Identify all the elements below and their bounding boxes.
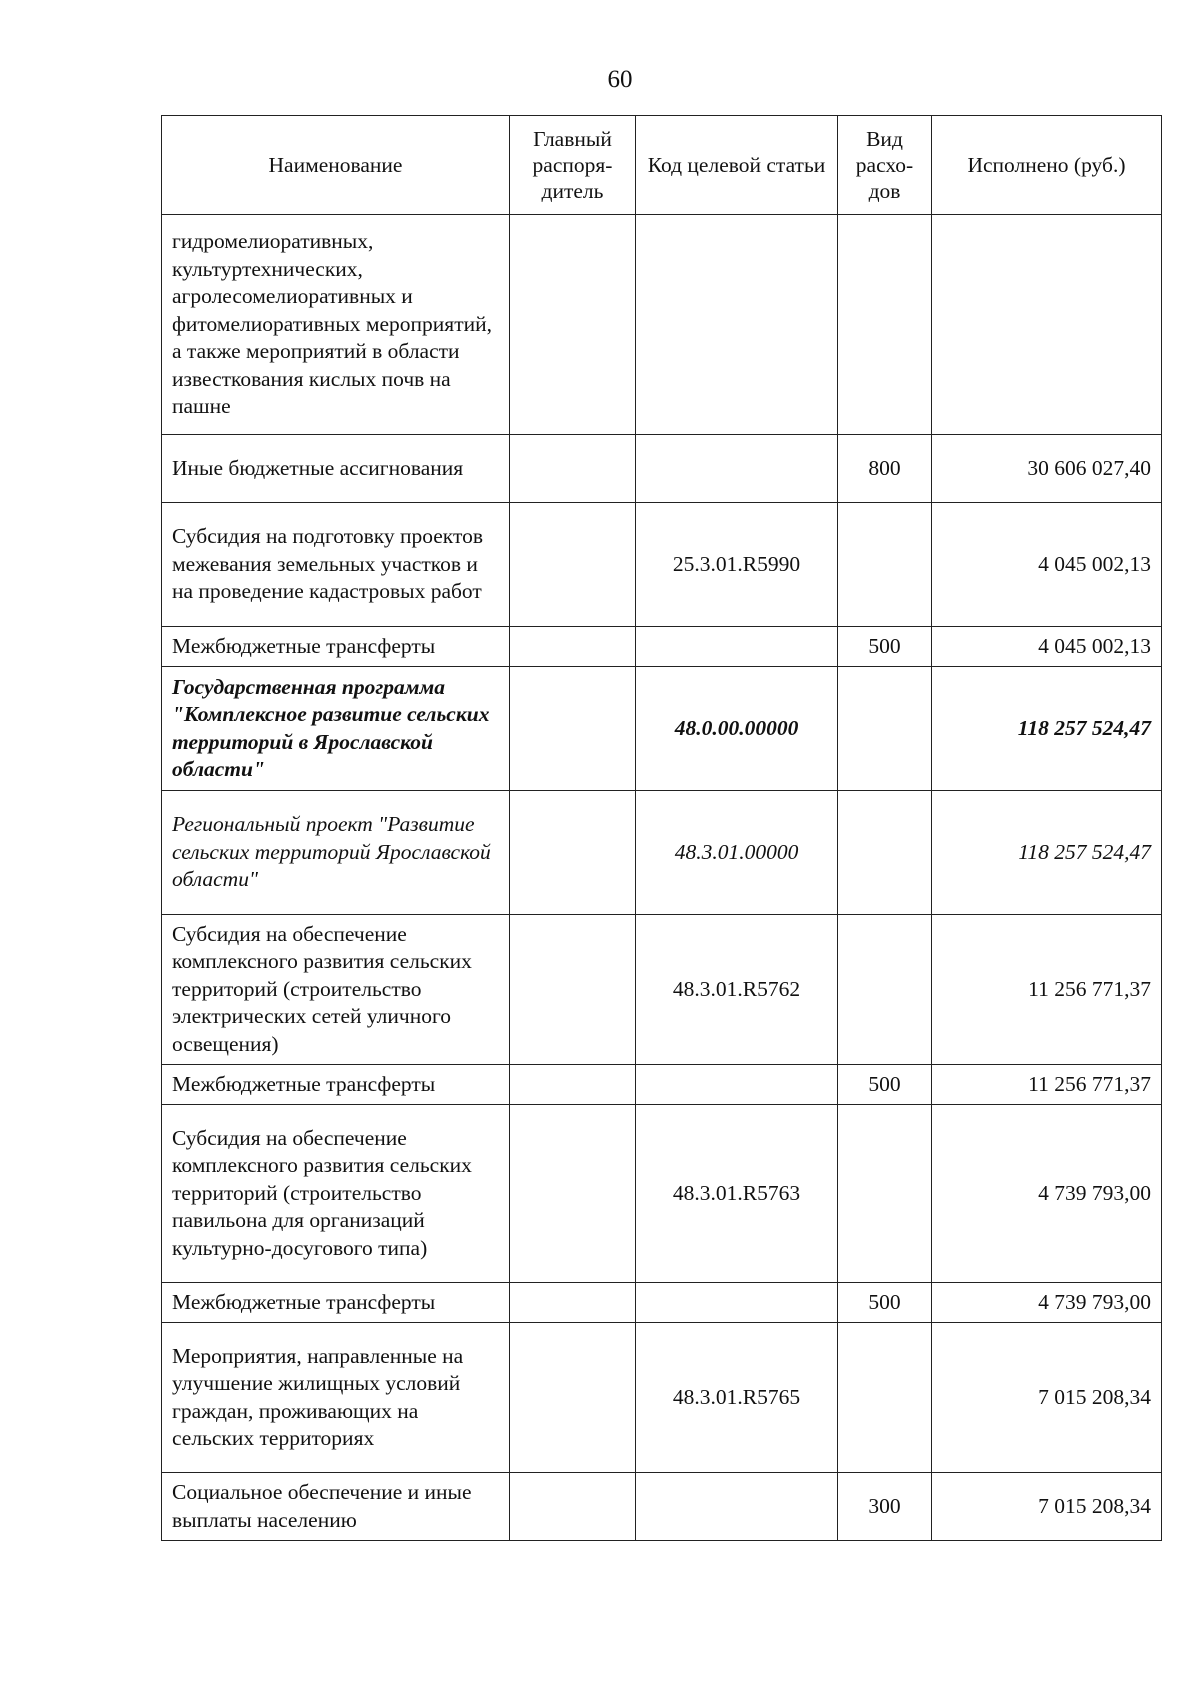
row-name: Межбюджетные трансферты <box>162 1283 510 1323</box>
row-code <box>636 215 838 435</box>
row-code: 48.3.01.R5763 <box>636 1105 838 1283</box>
table-row <box>162 627 1162 667</box>
row-sum: 4 739 793,00 <box>932 1283 1162 1323</box>
table-row <box>162 791 1162 915</box>
row-admin <box>510 435 636 503</box>
row-code: 48.3.01.R5762 <box>636 915 838 1065</box>
page-number: 60 <box>607 66 633 93</box>
row-code: 48.0.00.00000 <box>636 667 838 791</box>
table-row <box>162 1105 1162 1283</box>
row-sum: 11 256 771,37 <box>932 1065 1162 1105</box>
row-type <box>838 791 932 915</box>
row-code: 48.3.01.R5765 <box>636 1323 838 1473</box>
row-admin <box>510 1105 636 1283</box>
row-code <box>636 435 838 503</box>
row-type <box>838 503 932 627</box>
row-name: Иные бюджетные ассигнования <box>162 435 510 503</box>
table-row <box>162 1473 1162 1541</box>
row-name: Региональный проект "Развитие сельских территорий Ярославской области" <box>162 791 510 915</box>
row-admin <box>510 215 636 435</box>
table-row <box>162 1065 1162 1105</box>
row-name: Субсидия на подготовку проектов межевания земельных участков и на проведение кадастровых работ <box>162 503 510 627</box>
row-name: Государственная программа "Комплексное развитие сельских территорий в Ярославской области" <box>162 667 510 791</box>
header-name: Наименование <box>162 116 510 215</box>
table-row <box>162 915 1162 1065</box>
header-code: Код целевой статьи <box>636 116 838 215</box>
budget-table <box>161 115 1162 1541</box>
row-admin <box>510 915 636 1065</box>
row-type: 500 <box>838 1283 932 1323</box>
header-admin: Главный распоря-дитель <box>510 116 636 215</box>
row-admin <box>510 1065 636 1105</box>
row-sum: 30 606 027,40 <box>932 435 1162 503</box>
row-admin <box>510 627 636 667</box>
row-type: 300 <box>838 1473 932 1541</box>
row-admin <box>510 503 636 627</box>
row-type: 800 <box>838 435 932 503</box>
row-type <box>838 1323 932 1473</box>
row-name: Мероприятия, направленные на улучшение жилищных условий граждан, проживающих на сельских территориях <box>162 1323 510 1473</box>
row-code: 25.3.01.R5990 <box>636 503 838 627</box>
row-code <box>636 1283 838 1323</box>
row-admin <box>510 1473 636 1541</box>
row-type: 500 <box>838 627 932 667</box>
header-sum: Исполнено (руб.) <box>932 116 1162 215</box>
row-sum: 118 257 524,47 <box>932 791 1162 915</box>
table-row <box>162 667 1162 791</box>
row-name: Субсидия на обеспечение комплексного развития сельских территорий (строительство электрических сетей уличного освещения) <box>162 915 510 1065</box>
row-sum: 4 045 002,13 <box>932 627 1162 667</box>
row-type <box>838 1105 932 1283</box>
table-header-row <box>162 116 1162 215</box>
row-admin <box>510 1283 636 1323</box>
table-row <box>162 1323 1162 1473</box>
row-code <box>636 1473 838 1541</box>
row-name: гидромелиоративных, культуртехнических, агролесомелиоративных и фитомелиоративных мероприятий, а также мероприятий в области известкования кислых почв на пашне <box>162 215 510 435</box>
row-sum: 4 739 793,00 <box>932 1105 1162 1283</box>
row-sum <box>932 215 1162 435</box>
row-sum: 4 045 002,13 <box>932 503 1162 627</box>
row-code: 48.3.01.00000 <box>636 791 838 915</box>
row-sum: 7 015 208,34 <box>932 1473 1162 1541</box>
row-name: Субсидия на обеспечение комплексного развития сельских территорий (строительство павильона для организаций культурно-досугового типа) <box>162 1105 510 1283</box>
row-code <box>636 627 838 667</box>
table-row <box>162 215 1162 435</box>
row-sum: 11 256 771,37 <box>932 915 1162 1065</box>
row-type <box>838 215 932 435</box>
row-type <box>838 667 932 791</box>
row-name: Межбюджетные трансферты <box>162 1065 510 1105</box>
row-admin <box>510 1323 636 1473</box>
row-type: 500 <box>838 1065 932 1105</box>
row-sum: 118 257 524,47 <box>932 667 1162 791</box>
row-name: Межбюджетные трансферты <box>162 627 510 667</box>
row-name: Социальное обеспечение и иные выплаты населению <box>162 1473 510 1541</box>
table-row <box>162 503 1162 627</box>
row-code <box>636 1065 838 1105</box>
table-row <box>162 435 1162 503</box>
row-admin <box>510 791 636 915</box>
row-sum: 7 015 208,34 <box>932 1323 1162 1473</box>
row-type <box>838 915 932 1065</box>
table-row <box>162 1283 1162 1323</box>
row-admin <box>510 667 636 791</box>
header-type: Вид расхо-дов <box>838 116 932 215</box>
